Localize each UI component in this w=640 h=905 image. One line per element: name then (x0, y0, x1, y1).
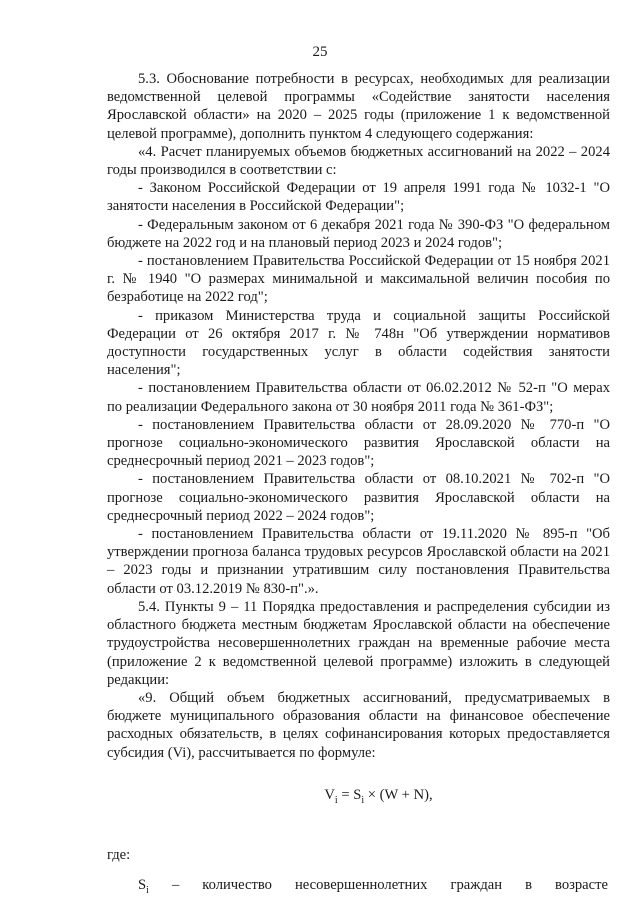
paragraph: - Федеральным законом от 6 декабря 2021 года № 390-ФЗ "О федеральном бюджете на 2022 год и на плановый период 2023 и 2024 годов"; (107, 216, 610, 251)
paragraph: - Законом Российской Федерации от 19 апреля 1991 года № 1032-1 "О занятости населения в Российской Федерации"; (107, 180, 610, 215)
formula-lhs-subscript: i (334, 794, 338, 806)
where-label: где: (107, 846, 131, 863)
definition-row (107, 876, 610, 900)
definition-word: граждан (450, 877, 503, 894)
page-number: 25 (312, 44, 328, 60)
paragraph: - постановлением Правительства области от 08.10.2021 № 702-п "О прогнозе социально-экономического развития Ярославской области на среднесрочный период 2022 – 2024 годов"; (107, 471, 610, 524)
paragraph: - постановлением Правительства Российской Федерации от 15 ноября 2021 г. № 1940 "О размерах минимальной и максимальной величин пособия по безработице на 2022 год"; (107, 253, 610, 306)
definition-symbol: $S_i$ (138, 877, 149, 896)
definition-word: количество (202, 877, 272, 894)
paragraph: «4. Расчет планируемых объемов бюджетных ассигнований на 2022 – 2024 годы производился в соответствии с: (107, 143, 610, 179)
paragraph: «9. Общий объем бюджетных ассигнований, предусматриваемых в бюджете муниципального образования области на финансовое обеспечение расходных обязательств, в целях софинансирования которых предоставляется субсидия (Vi), рассчитывается по формуле: (107, 689, 610, 761)
formula (107, 786, 610, 810)
document-body (107, 70, 610, 900)
definition-word: в (525, 877, 532, 894)
formula-eq: = S (337, 786, 362, 803)
formula-s-subscript: i (361, 794, 365, 806)
paragraph: - постановлением Правительства области от 19.11.2020 № 895-п "Об утверждении прогноза баланса трудовых ресурсов Ярославской области на 2021 – 2023 годы и признании утратившим силу постановления Правительства области от 03.12.2019 № 830-п".». (107, 526, 610, 597)
paragraph: - постановлением Правительства области от 06.02.2012 № 52-п "О мерах по реализации Федерального закона от 30 ноября 2011 года № 361-ФЗ"; (107, 380, 610, 415)
formula-rhs: × (W + N), (364, 786, 433, 803)
paragraph: 5.4. Пункты 9 – 11 Порядка предоставления и распределения субсидии из областного бюджета местным бюджетам Ярославской области на обеспечение трудоустройства несовершеннолетних граждан на временные рабочие места (приложение 2 к ведомственной целевой программе) изложить в следующей редакции: (107, 598, 610, 688)
paragraph: - постановлением Правительства области от 28.09.2020 № 770-п "О прогнозе социально-экономического развития Ярославской области на среднесрочный период 2021 – 2023 годов"; (107, 416, 610, 470)
definition-word: возрасте (555, 877, 608, 894)
formula-lhs: V (324, 786, 335, 803)
paragraph: 5.3. Обоснование потребности в ресурсах, необходимых для реализации ведомственной целевой программы «Содействие занятости населения Ярославской области» на 2020 – 2025 годы (приложение 1 к ведомственной целевой программе), дополнить пунктом 4 следующего содержания: (107, 71, 610, 142)
definition-word: – (171, 877, 180, 894)
paragraph: - приказом Министерства труда и социальной защиты Российской Федерации от 26 октября 2017 г. № 748н "Об утверждении нормативов доступности государственных услуг в области содействия занятости населения"; (107, 307, 610, 379)
definition-word: несовершеннолетних (294, 877, 428, 894)
